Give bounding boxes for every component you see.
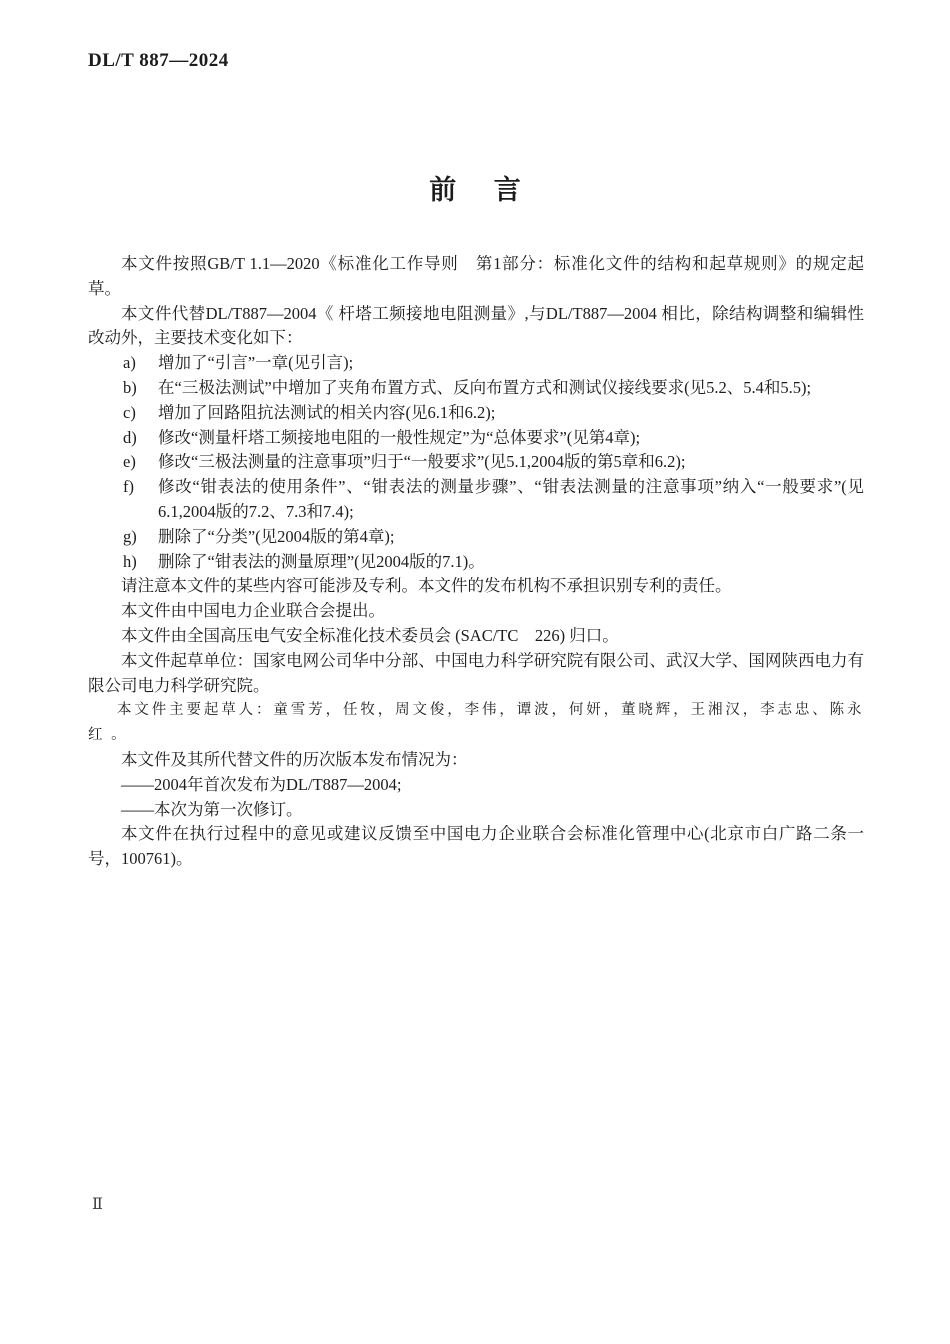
list-item-label: h) bbox=[123, 551, 137, 571]
foreword-paragraph: 本文件由全国高压电气安全标准化技术委员会 (SAC/TC 226) 归口。 bbox=[121, 625, 619, 645]
foreword-paragraph: 本文件在执行过程中的意见或建议反馈至中国电力企业联合会标准化管理中心(北京市白广路二条一号，100761)。 bbox=[88, 824, 864, 869]
list-item-label: g) bbox=[123, 526, 137, 546]
change-list-item bbox=[88, 450, 864, 475]
list-item-text: 删除了“钳表法的测量原理”(见2004版的7.1)。 bbox=[158, 551, 485, 571]
list-item-text: 增加了回路阻抗法测试的相关内容(见6.1和6.2); bbox=[158, 402, 496, 422]
foreword-paragraph: 本文件代替DL/T887—2004《 杆塔工频接地电阻测量》,与DL/T887—2004 相比，除结构调整和编辑性改动外，主要技术变化如下： bbox=[88, 303, 864, 348]
change-list-item bbox=[88, 475, 864, 525]
list-item-text: 修改“钳表法的使用条件”、“钳表法的测量步骤”、“钳表法测量的注意事项”纳入“一般要求”(见6.1,2004版的7.2、7.3和7.4); bbox=[158, 477, 864, 521]
history-item: ——2004年首次发布为DL/T887—2004; bbox=[121, 774, 402, 794]
list-item-text: 修改“三极法测量的注意事项”归于“一般要求”(见5.1,2004版的第5章和6.2); bbox=[158, 452, 686, 472]
change-list-item bbox=[88, 550, 864, 575]
list-item-label: c) bbox=[123, 402, 136, 422]
change-list-item bbox=[88, 426, 864, 451]
foreword-title: 前 言 bbox=[429, 175, 521, 206]
page-number: Ⅱ bbox=[92, 1196, 103, 1213]
list-item-label: f) bbox=[123, 477, 134, 497]
foreword-paragraph: 本文件及其所代替文件的历次版本发布情况为： bbox=[121, 749, 468, 769]
list-item-text: 在“三极法测试”中增加了夹角布置方式、反向布置方式和测试仪接线要求(见5.2、5.4和5.5); bbox=[158, 377, 812, 397]
list-item-text: 修改“测量杆塔工频接地电阻的一般性规定”为“总体要求”(见第4章); bbox=[158, 427, 641, 447]
list-item-text: 删除了“分类”(见2004版的第4章); bbox=[158, 526, 395, 546]
list-item-label: a) bbox=[123, 353, 136, 373]
foreword-paragraph: 本文件按照GB/T 1.1—2020《标准化工作导则 第1部分：标准化文件的结构和起草规则》的规定起草。 bbox=[88, 254, 864, 298]
change-list-item bbox=[88, 401, 864, 426]
history-item: ——本次为第一次修订。 bbox=[121, 799, 303, 819]
foreword-body bbox=[88, 252, 864, 872]
list-item-label: b) bbox=[123, 377, 137, 397]
foreword-paragraph: 请注意本文件的某些内容可能涉及专利。本文件的发布机构不承担识别专利的责任。 bbox=[121, 576, 732, 596]
foreword-paragraph: 本文件由中国电力企业联合会提出。 bbox=[121, 601, 385, 621]
change-list-item bbox=[88, 376, 864, 401]
standard-number: DL/T 887—2024 bbox=[88, 50, 229, 71]
foreword-paragraph: 本文件起草单位：国家电网公司华中分部、中国电力科学研究院有限公司、武汉大学、国网陕西电力有限公司电力科学研究院。 bbox=[88, 650, 864, 695]
list-item-label: d) bbox=[123, 427, 137, 447]
change-list-item bbox=[88, 525, 864, 550]
change-list-item bbox=[88, 351, 864, 376]
foreword-paragraph: 本文件主要起草人：童雪芳，任牧，周文俊，李伟，谭波，何妍，董晓辉，王湘汉，李志忠、陈永红 。 bbox=[88, 702, 864, 744]
list-item-text: 增加了“引言”一章(见引言); bbox=[158, 353, 354, 373]
list-item-label: e) bbox=[123, 452, 136, 472]
